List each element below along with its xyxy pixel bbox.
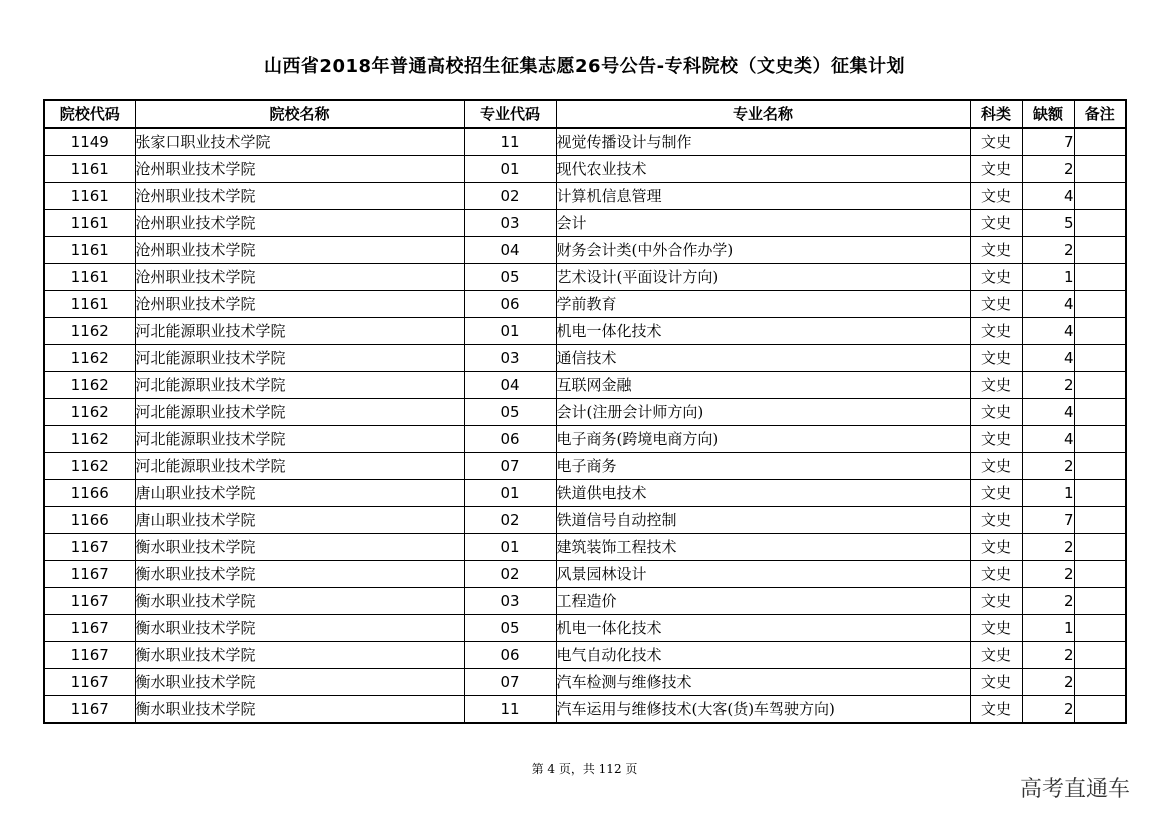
cell-vacancy: 2 [1022,561,1074,588]
cell-category: 文史 [970,507,1022,534]
cell-note [1074,210,1126,237]
cell-category: 文史 [970,642,1022,669]
cell-school-name: 沧州职业技术学院 [135,156,464,183]
cell-school-code: 1162 [44,426,135,453]
cell-vacancy: 7 [1022,507,1074,534]
cell-note [1074,561,1126,588]
cell-major-name: 财务会计类(中外合作办学) [556,237,970,264]
cell-school-name: 河北能源职业技术学院 [135,345,464,372]
table-row [44,480,1126,507]
cell-major-code: 07 [464,669,556,696]
cell-category: 文史 [970,615,1022,642]
cell-note [1074,453,1126,480]
cell-category: 文史 [970,426,1022,453]
table-row [44,156,1126,183]
cell-category: 文史 [970,128,1022,156]
watermark-logo-text: 高考直通车 [1020,777,1131,802]
column-header-school-code: 院校代码 [44,100,135,128]
cell-vacancy: 2 [1022,156,1074,183]
cell-note [1074,507,1126,534]
cell-school-code: 1167 [44,669,135,696]
cell-category: 文史 [970,669,1022,696]
cell-vacancy: 2 [1022,642,1074,669]
cell-major-name: 艺术设计(平面设计方向) [556,264,970,291]
cell-school-code: 1167 [44,696,135,724]
cell-category: 文史 [970,210,1022,237]
cell-school-code: 1162 [44,453,135,480]
cell-major-code: 03 [464,210,556,237]
cell-major-name: 建筑装饰工程技术 [556,534,970,561]
cell-major-name: 电子商务(跨境电商方向) [556,426,970,453]
cell-school-name: 沧州职业技术学院 [135,264,464,291]
cell-school-name: 衡水职业技术学院 [135,669,464,696]
cell-school-name: 衡水职业技术学院 [135,561,464,588]
cell-major-name: 会计 [556,210,970,237]
cell-school-name: 唐山职业技术学院 [135,507,464,534]
cell-school-name: 沧州职业技术学院 [135,291,464,318]
cell-school-name: 衡水职业技术学院 [135,696,464,724]
cell-category: 文史 [970,561,1022,588]
cell-major-code: 02 [464,183,556,210]
cell-note [1074,669,1126,696]
table-row [44,642,1126,669]
cell-school-name: 衡水职业技术学院 [135,588,464,615]
cell-school-code: 1167 [44,588,135,615]
cell-vacancy: 2 [1022,669,1074,696]
cell-major-code: 05 [464,615,556,642]
cell-note [1074,480,1126,507]
cell-category: 文史 [970,318,1022,345]
cell-vacancy: 4 [1022,291,1074,318]
cell-note [1074,156,1126,183]
cell-school-code: 1161 [44,156,135,183]
cell-vacancy: 4 [1022,426,1074,453]
cell-major-code: 04 [464,372,556,399]
column-header-vacancy: 缺额 [1022,100,1074,128]
cell-vacancy: 2 [1022,237,1074,264]
cell-note [1074,588,1126,615]
cell-vacancy: 1 [1022,615,1074,642]
cell-category: 文史 [970,372,1022,399]
cell-vacancy: 2 [1022,372,1074,399]
cell-vacancy: 2 [1022,696,1074,724]
cell-major-name: 汽车检测与维修技术 [556,669,970,696]
table-row [44,507,1126,534]
column-header-major-code: 专业代码 [464,100,556,128]
cell-note [1074,426,1126,453]
table-row [44,210,1126,237]
cell-school-name: 衡水职业技术学院 [135,615,464,642]
cell-major-code: 07 [464,453,556,480]
cell-note [1074,183,1126,210]
cell-major-code: 03 [464,588,556,615]
cell-category: 文史 [970,264,1022,291]
cell-school-name: 河北能源职业技术学院 [135,318,464,345]
cell-school-name: 河北能源职业技术学院 [135,453,464,480]
cell-major-code: 02 [464,561,556,588]
table-row [44,291,1126,318]
cell-major-code: 01 [464,480,556,507]
table-row [44,237,1126,264]
cell-school-name: 沧州职业技术学院 [135,183,464,210]
cell-vacancy: 1 [1022,264,1074,291]
cell-vacancy: 2 [1022,534,1074,561]
cell-category: 文史 [970,480,1022,507]
cell-note [1074,372,1126,399]
cell-vacancy: 5 [1022,210,1074,237]
cell-note [1074,264,1126,291]
cell-major-code: 11 [464,128,556,156]
cell-major-name: 风景园林设计 [556,561,970,588]
cell-major-name: 机电一体化技术 [556,615,970,642]
cell-note [1074,534,1126,561]
cell-school-code: 1161 [44,237,135,264]
table-row [44,534,1126,561]
table-row [44,561,1126,588]
cell-category: 文史 [970,534,1022,561]
column-header-category: 科类 [970,100,1022,128]
cell-school-name: 河北能源职业技术学院 [135,426,464,453]
cell-major-name: 会计(注册会计师方向) [556,399,970,426]
cell-major-code: 05 [464,264,556,291]
cell-major-name: 计算机信息管理 [556,183,970,210]
cell-major-code: 04 [464,237,556,264]
table-row [44,696,1126,724]
cell-school-code: 1162 [44,372,135,399]
cell-vacancy: 4 [1022,183,1074,210]
cell-major-code: 03 [464,345,556,372]
cell-major-name: 铁道信号自动控制 [556,507,970,534]
table-row [44,588,1126,615]
cell-category: 文史 [970,291,1022,318]
table-row [44,345,1126,372]
cell-vacancy: 1 [1022,480,1074,507]
cell-school-name: 河北能源职业技术学院 [135,399,464,426]
page-footer: 第 4 页，共 112 页 [531,762,638,776]
cell-major-name: 铁道供电技术 [556,480,970,507]
cell-major-code: 01 [464,156,556,183]
cell-school-name: 衡水职业技术学院 [135,642,464,669]
cell-school-name: 唐山职业技术学院 [135,480,464,507]
cell-category: 文史 [970,399,1022,426]
cell-school-code: 1167 [44,561,135,588]
cell-major-code: 01 [464,534,556,561]
cell-major-code: 06 [464,426,556,453]
cell-category: 文史 [970,588,1022,615]
cell-school-code: 1161 [44,210,135,237]
column-header-major-name: 专业名称 [556,100,970,128]
cell-note [1074,615,1126,642]
table-row [44,183,1126,210]
table-row [44,128,1126,156]
table-row [44,453,1126,480]
cell-note [1074,291,1126,318]
cell-school-name: 张家口职业技术学院 [135,128,464,156]
cell-school-name: 河北能源职业技术学院 [135,372,464,399]
cell-vacancy: 4 [1022,399,1074,426]
cell-vacancy: 7 [1022,128,1074,156]
cell-major-name: 现代农业技术 [556,156,970,183]
column-header-note: 备注 [1074,100,1126,128]
cell-school-name: 沧州职业技术学院 [135,237,464,264]
cell-major-code: 11 [464,696,556,724]
cell-note [1074,237,1126,264]
cell-note [1074,696,1126,724]
cell-major-name: 视觉传播设计与制作 [556,128,970,156]
cell-note [1074,128,1126,156]
table-row [44,372,1126,399]
table-row [44,669,1126,696]
cell-school-code: 1167 [44,534,135,561]
cell-school-code: 1162 [44,318,135,345]
cell-school-code: 1162 [44,399,135,426]
cell-major-name: 汽车运用与维修技术(大客(货)车驾驶方向) [556,696,970,724]
cell-school-code: 1166 [44,507,135,534]
cell-school-name: 沧州职业技术学院 [135,210,464,237]
cell-major-name: 工程造价 [556,588,970,615]
cell-major-name: 电气自动化技术 [556,642,970,669]
cell-category: 文史 [970,453,1022,480]
cell-school-code: 1161 [44,264,135,291]
page-title: 山西省2018年普通高校招生征集志愿26号公告-专科院校（文史类）征集计划 [263,56,906,77]
cell-school-code: 1167 [44,642,135,669]
cell-note [1074,642,1126,669]
cell-school-code: 1166 [44,480,135,507]
cell-category: 文史 [970,696,1022,724]
cell-major-name: 通信技术 [556,345,970,372]
cell-note [1074,399,1126,426]
cell-vacancy: 2 [1022,453,1074,480]
cell-school-code: 1167 [44,615,135,642]
cell-major-code: 02 [464,507,556,534]
column-header-school-name: 院校名称 [135,100,464,128]
cell-vacancy: 2 [1022,588,1074,615]
table-row [44,318,1126,345]
cell-note [1074,318,1126,345]
cell-category: 文史 [970,156,1022,183]
cell-category: 文史 [970,345,1022,372]
cell-vacancy: 4 [1022,318,1074,345]
cell-major-name: 机电一体化技术 [556,318,970,345]
cell-category: 文史 [970,183,1022,210]
cell-school-code: 1161 [44,291,135,318]
cell-major-code: 06 [464,642,556,669]
cell-school-name: 衡水职业技术学院 [135,534,464,561]
cell-school-code: 1162 [44,345,135,372]
table-row [44,615,1126,642]
cell-major-name: 互联网金融 [556,372,970,399]
cell-vacancy: 4 [1022,345,1074,372]
table-row [44,399,1126,426]
cell-school-code: 1161 [44,183,135,210]
table-row [44,264,1126,291]
cell-category: 文史 [970,237,1022,264]
table-row [44,426,1126,453]
cell-school-code: 1149 [44,128,135,156]
table-header-row [44,100,1126,128]
cell-major-code: 05 [464,399,556,426]
cell-major-code: 01 [464,318,556,345]
cell-major-code: 06 [464,291,556,318]
cell-major-name: 电子商务 [556,453,970,480]
cell-note [1074,345,1126,372]
cell-major-name: 学前教育 [556,291,970,318]
enrollment-plan-table [43,99,1127,724]
